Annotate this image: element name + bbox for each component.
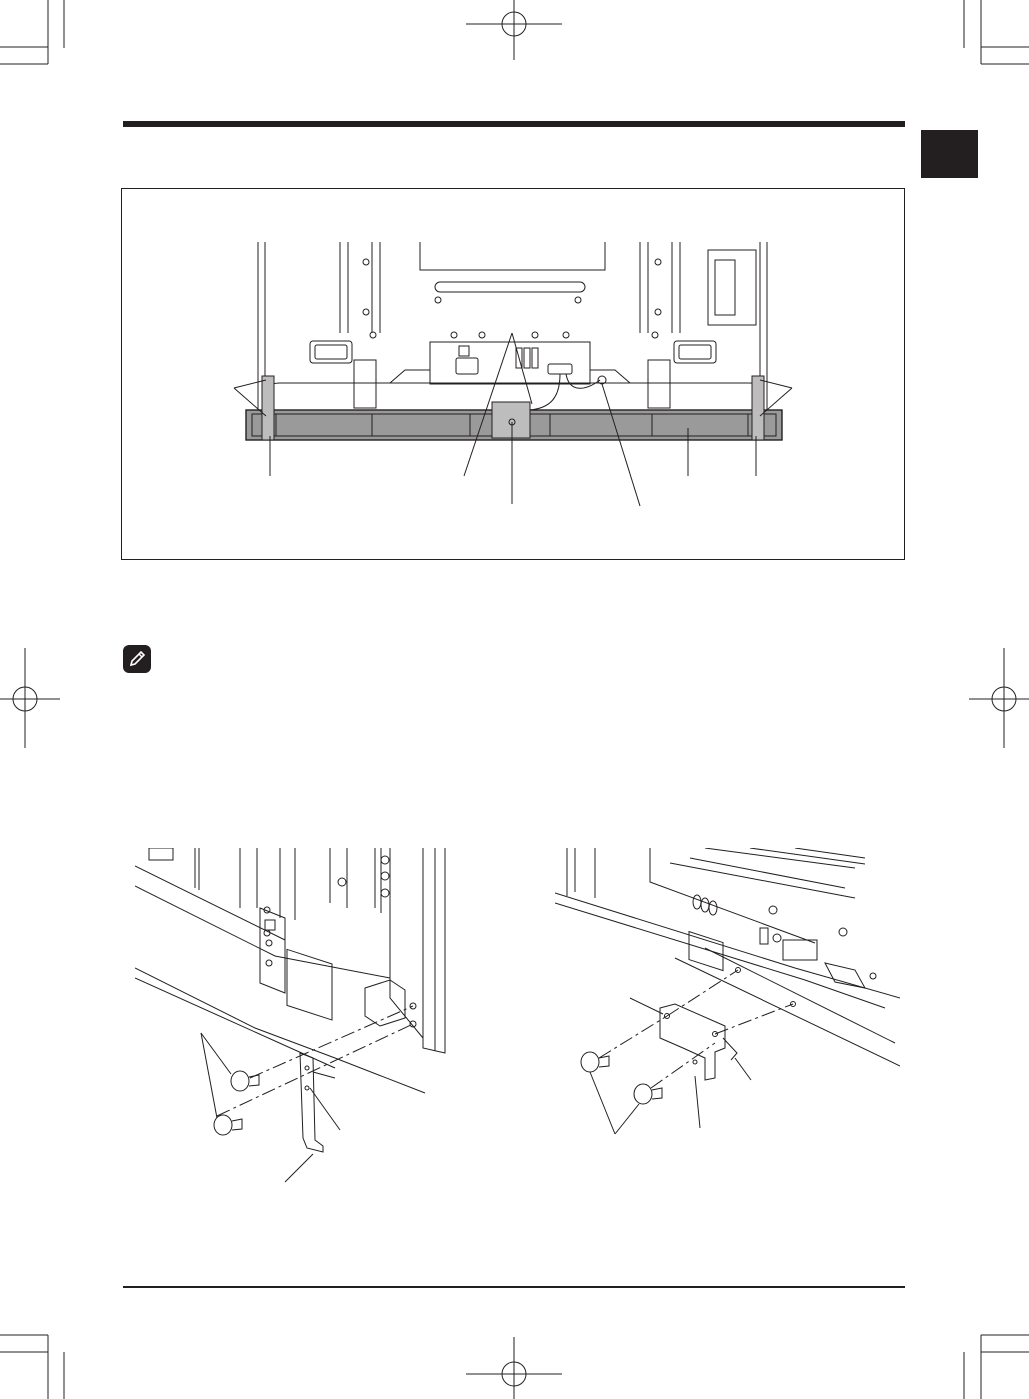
note-pencil-icon <box>123 645 151 673</box>
center-bracket-installation-diagram <box>555 848 900 1148</box>
registration-mark-right <box>967 648 1029 750</box>
section-tab <box>921 130 978 178</box>
registration-mark-left <box>0 648 62 750</box>
header-rule <box>123 121 905 127</box>
side-bracket-installation-diagram <box>135 848 465 1188</box>
footer-rule <box>123 1286 905 1288</box>
registration-mark-bottom <box>466 1337 566 1399</box>
rear-view-speaker-mount-diagram <box>230 238 800 508</box>
registration-mark-top <box>466 0 566 62</box>
